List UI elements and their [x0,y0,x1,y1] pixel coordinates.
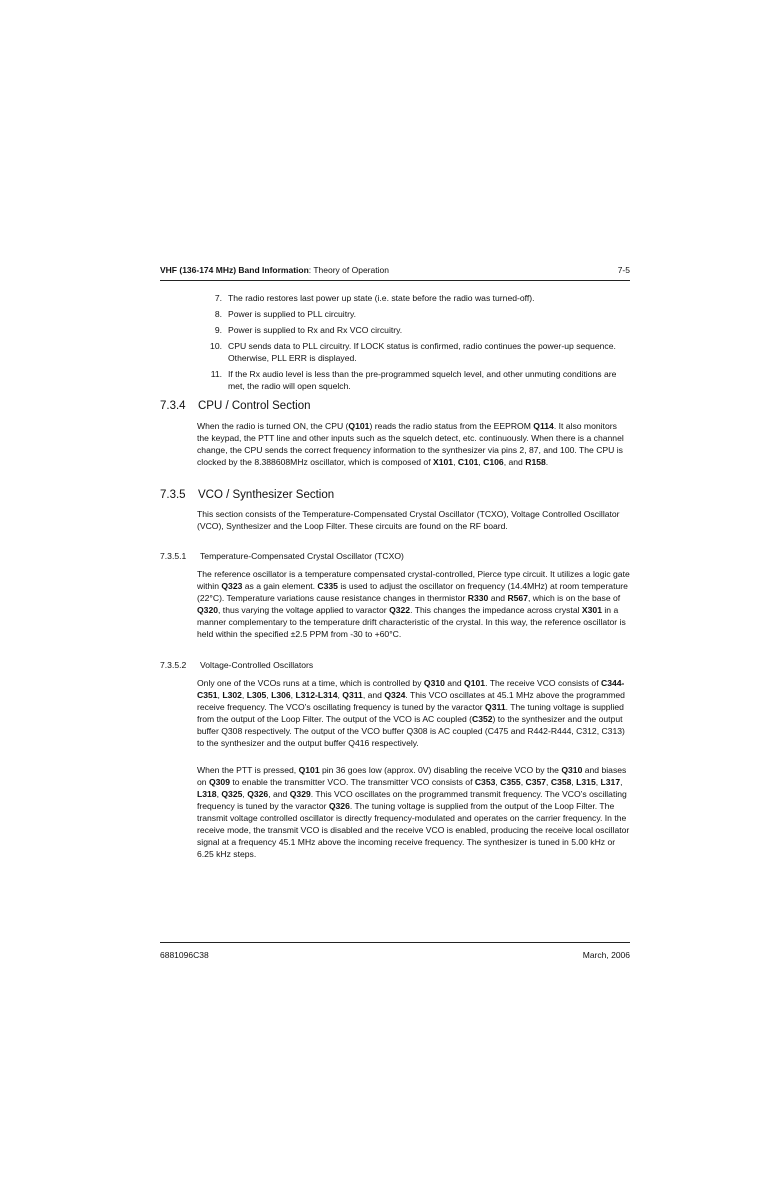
footer-rule [160,942,630,943]
list-item [196,324,630,336]
text-run: , thus varying the voltage applied to varactor [218,605,390,615]
component-ref: R158 [525,457,546,467]
component-ref: Q323 [221,581,243,591]
component-ref: L306 [271,690,291,700]
component-ref: R567 [507,593,528,603]
text-run: . The tuning voltage is supplied from the output of the Loop Filter. The transmit voltage controlled oscillator is directly frequency-modulated and operates on the carrier frequency. In the receive mode, the transmit VCO is disabled and the receive VCO is enabled, producing the receive local oscillator signal at a frequency 45.1 MHz above the incoming receive frequency. The synthesizer is tuned in 5.00 kHz or 6.25 kHz steps. [197,801,630,859]
text-run: , [495,777,501,787]
vco-paragraph-1 [197,677,630,749]
list-item-text: CPU sends data to PLL circuitry. If LOCK status is confirmed, radio continues the power-up sequence. Otherwise, PLL ERR is displayed. [228,341,616,363]
text-run: The reference oscillator is a temperature compensated crystal-controlled, Pierce type circuit. It utilizes a logic gate within [197,569,630,591]
section-title: VCO / Synthesizer Section [198,489,335,501]
text-run: , which is on the base of [527,593,621,603]
text-run: , [242,789,248,799]
text-run: , [290,690,296,700]
vco-synth-paragraph [197,508,630,532]
footer-date: March, 2006 [582,950,630,960]
component-ref: Q310 [423,678,445,688]
component-ref: Q114 [533,421,554,431]
list-item [196,308,630,320]
component-ref: Q326 [328,801,350,811]
text-run: pin 36 goes low (approx. 0V) disabling the receive VCO by the [319,765,562,775]
component-ref: L318 [197,789,217,799]
header-page-number: 7-5 [617,265,630,275]
text-run: , and [268,789,290,799]
text-run: , [453,457,458,467]
list-item-text: The radio restores last power up state (i.e. state before the radio was turned-off). [228,293,535,303]
section-heading-7352 [160,660,313,670]
text-run: ) to the synthesizer and the output buffer Q308 respectively. The output of the VCO buffer Q308 is AC coupled (C475 and R442-R444, C312, C313) to the synthesizer and the output buffer Q416 respectively. [197,714,625,748]
powerup-list [196,292,630,396]
text-run: and [488,593,508,603]
text-run: is used to adjust the oscillator on frequency (14.4MHz) at room temperature (22°C). Temperature variations cause resistance changes in thermistor [197,581,628,603]
component-ref: L302 [222,690,242,700]
text-run: This section consists of the Temperature-Compensated Crystal Oscillator (TCXO), Voltage Controlled Oscillator (VCO), Synthesizer and the Loop Filter. These circuits are found on the RF board. [197,509,620,531]
component-ref: Q326 [247,789,269,799]
text-run: When the radio is turned ON, the CPU ( [197,421,349,431]
section-number: 7.3.4 [160,400,186,412]
section-title: Temperature-Compensated Crystal Oscillator (TCXO) [200,551,404,561]
component-ref: C344-C351 [197,678,625,700]
list-item [196,292,630,304]
text-run: . The tuning voltage is supplied from the output of the Loop Filter. The output of the VCO is AC coupled ( [197,702,624,724]
component-ref: Q309 [208,777,230,787]
header-chapter-title: : Theory of Operation [308,265,389,275]
text-run: , [241,690,247,700]
component-ref: C357 [525,777,547,787]
component-ref: Q329 [289,789,311,799]
component-ref: X301 [581,605,602,615]
component-ref: Q325 [221,789,243,799]
text-run: , [337,690,343,700]
text-run: , and [503,457,526,467]
component-ref: C106 [483,457,504,467]
cpu-control-paragraph [197,420,630,468]
component-ref: C335 [317,581,338,591]
text-run: . The receive VCO consists of [485,678,601,688]
header-rule [160,280,630,281]
list-item-number: 7. [214,293,222,303]
text-run: , [520,777,526,787]
text-run: , and [362,690,385,700]
component-ref: L315 [576,777,596,787]
list-item-number: 10. [210,341,222,351]
text-run: ) reads the radio status from the EEPROM [369,421,534,431]
list-item-number: 11. [210,369,222,379]
section-number: 7.3.5.2 [160,660,187,670]
text-run: , [266,690,272,700]
section-number: 7.3.5.1 [160,551,187,561]
list-item-number: 8. [214,309,222,319]
text-run: , [571,777,577,787]
text-run: , [217,690,223,700]
component-ref: Q320 [197,605,219,615]
component-ref: Q311 [342,690,363,700]
text-run: in a manner complementary to the temperature drift characteristic of the crystal. In this way, the reference oscillator is held within the specified ±2.5 PPM from -30 to +60°C. [197,605,626,639]
text-run: . This VCO oscillates on the programmed transmit frequency. The VCO’s oscillating frequency is tuned by the varactor [197,789,627,811]
section-title: Voltage-Controlled Oscillators [200,660,314,670]
component-ref: C355 [500,777,521,787]
text-run: . This changes the impedance across crystal [410,605,582,615]
component-ref: C353 [474,777,496,787]
component-ref: C358 [550,777,572,787]
component-ref: Q310 [561,765,583,775]
section-number: 7.3.5 [160,489,186,501]
list-item-text: Power is supplied to Rx and Rx VCO circuitry. [228,325,403,335]
component-ref: L317 [600,777,621,787]
text-run: and biases on [197,765,627,787]
text-run: , [595,777,601,787]
section-heading-735 [160,489,334,501]
tcxo-paragraph [197,568,630,640]
text-run: , [546,777,551,787]
section-title: CPU / Control Section [198,400,311,412]
list-item [196,340,630,364]
text-run: . This VCO oscillates at 45.1 MHz above the programmed receive frequency. The VCO’s oscillating frequency is tuned by the varactor [197,690,625,712]
component-ref: C101 [457,457,479,467]
vco-paragraph-2 [197,764,630,860]
text-run: as a gain element. [242,581,318,591]
text-run: to enable the transmitter VCO. The transmitter VCO consists of [229,777,475,787]
component-ref: Q101 [464,678,486,688]
component-ref: Q101 [348,421,370,431]
component-ref: X101 [432,457,454,467]
text-run: Only one of the VCOs runs at a time, which is controlled by [197,678,424,688]
component-ref: Q101 [298,765,320,775]
header-band-title: VHF (136-174 MHz) Band Information [160,265,309,275]
component-ref: L305 [246,690,267,700]
text-run: , [620,777,623,787]
list-item [196,368,630,392]
section-heading-7351 [160,551,404,561]
section-heading-734 [160,400,311,412]
footer-doc-number: 6881096C38 [160,950,209,960]
text-run: , [478,457,484,467]
component-ref: Q322 [389,605,411,615]
text-run: , [216,789,222,799]
component-ref: R330 [467,593,489,603]
text-run: . [545,457,549,467]
list-item-text: Power is supplied to PLL circuitry. [228,309,357,319]
text-run: and [444,678,465,688]
list-item-text: If the Rx audio level is less than the pre-programmed squelch level, and other unmuting conditions are met, the radio will open squelch. [228,369,617,391]
component-ref: C352 [472,714,493,724]
component-ref: Q324 [384,690,406,700]
component-ref: Q311 [485,702,506,712]
header-title [160,265,389,275]
component-ref: L312-L314 [295,690,338,700]
text-run: . It also monitors the keypad, the PTT line and other inputs such as the squelch detect, etc. continuously. When there is a channel change, the CPU sends the correct frequency information to the synthesizer via pins 2, 87, and 100. The CPU is clocked by the 8.388608MHz oscillator, which is composed of [197,421,624,467]
list-item-number: 9. [214,325,222,335]
text-run: When the PTT is pressed, [197,765,299,775]
